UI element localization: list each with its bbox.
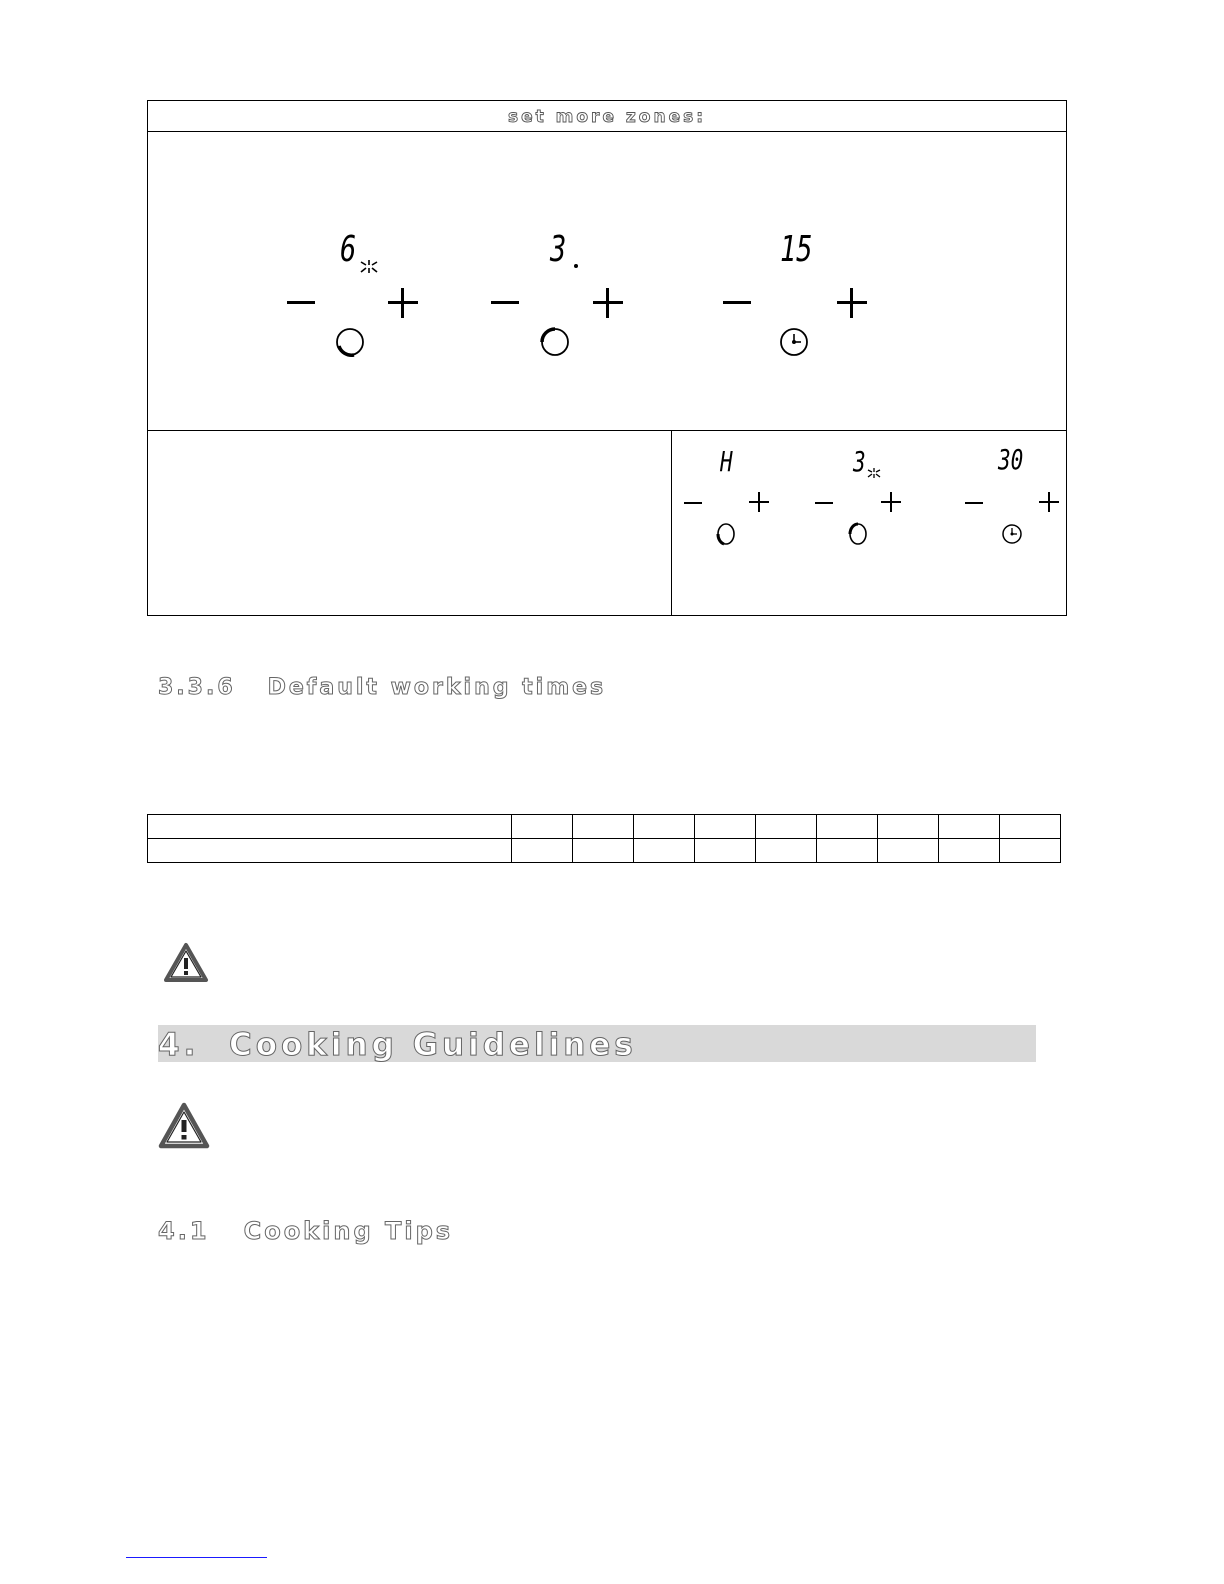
footer-link[interactable] [126,1557,267,1558]
lower-zone2-display: 3 [853,445,866,478]
table-divider [671,430,672,616]
section-3-3-6-heading [158,675,606,700]
lower-zone2-circle-icon[interactable] [847,522,869,546]
table-row [148,815,1061,839]
warning-triangle-icon [163,942,209,984]
zone1-plus-button[interactable] [388,288,418,318]
zones-table-title: set more zones: [507,107,707,127]
zone2-plus-button[interactable] [593,288,623,318]
zones-table [147,100,1067,616]
table-divider [147,131,1067,132]
zone2-dot-indicator [574,264,578,268]
zone1-minus-button[interactable] [287,301,315,304]
lower-timer-display: 30 [998,443,1024,476]
section-number: 3.3.6 [158,675,236,700]
lower-zone2-minus-button[interactable] [815,502,833,504]
lower-timer-minus-button[interactable] [965,502,983,504]
zone2-display-value: 3 [550,229,567,270]
table-divider [147,430,1067,431]
lower-zone2-plus-button[interactable] [881,492,901,512]
lower-zone1-plus-button[interactable] [749,492,769,512]
warning-triangle-icon [158,1102,210,1150]
section-4-heading [158,1027,637,1063]
zone1-circle-icon[interactable] [334,326,366,358]
section-number: 4.1 [158,1217,210,1245]
lower-zone1-minus-button[interactable] [684,502,702,504]
clock-icon[interactable] [1001,523,1023,545]
heat-flash-icon [358,256,380,276]
section-number: 4. [158,1027,200,1063]
table-row [148,839,1061,863]
zone2-circle-icon[interactable] [539,326,571,358]
section-title: Cooking Guidelines [228,1027,637,1063]
section-4-1-heading [158,1217,453,1245]
clock-icon[interactable] [778,326,810,358]
default-working-times-table [147,814,1061,863]
timer-plus-button[interactable] [837,288,867,318]
section-title: Default working times [267,675,607,700]
section-title: Cooking Tips [243,1217,454,1245]
lower-zone1-display: H [720,445,733,478]
zone1-display: 6 [340,229,357,270]
lower-zone1-circle-icon[interactable] [715,522,737,546]
lower-timer-plus-button[interactable] [1039,492,1059,512]
zone2-display [550,229,567,270]
heat-flash-icon [866,466,882,480]
zone2-minus-button[interactable] [491,301,519,304]
timer-minus-button[interactable] [723,301,751,304]
timer-display: 15 [780,229,813,270]
